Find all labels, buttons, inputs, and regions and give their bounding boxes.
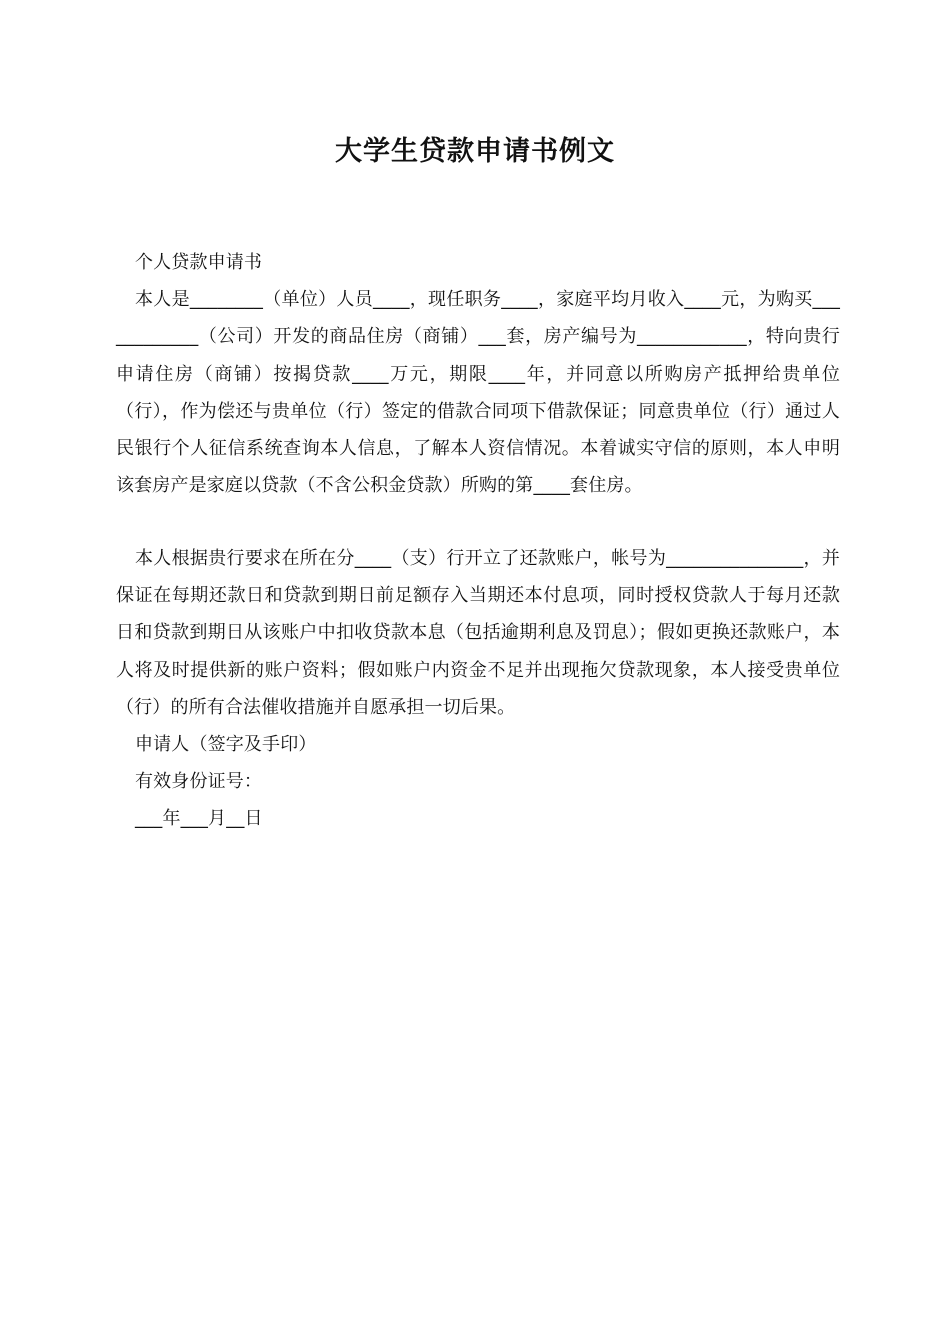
applicant-signature-label: 申请人（签字及手印） <box>135 734 317 756</box>
date-line: ___年___月__日 <box>135 808 263 830</box>
paragraph-loan-request: 本人是________（单位）人员____，现任职务____，家庭平均月收入____元，为购买____________（公司）开发的商品住房（商铺）___套，房产编号为____________，特向贵行申请住房（商铺）按揭贷款____万元，期限____年，并同意以所购房产抵押给贵单位（行），作为偿还与贵单位（行）签定的借款合同项下借款保证；同意贵单位（行）通过人民银行个人征信系统查询本人信息，了解本人资信情况。本着诚实守信的原则，本人申明该套房产是家庭以贷款（不含公积金贷款）所购的第____套住房。 <box>116 289 840 497</box>
id-number-label: 有效身份证号： <box>135 771 263 793</box>
paragraph-repayment-account: 本人根据贵行要求在所在分____（支）行开立了还款账户，帐号为_______________，并保证在每期还款日和贷款到期日前足额存入当期还本付息项，同时授权贷款人于每月还款日和贷款到期日从该账户中扣收贷款本息（包括逾期利息及罚息）；假如更换还款账户，本人将及时提供新的账户资料；假如账户内资金不足并出现拖欠贷款现象，本人接受贵单位（行）的所有合法催收措施并自愿承担一切后果。 <box>116 548 840 718</box>
document-body-lower <box>116 540 840 838</box>
document-body-upper <box>116 244 840 504</box>
document-title: 大学生贷款申请书例文 <box>335 136 615 167</box>
letter-heading: 个人贷款申请书 <box>135 252 263 273</box>
